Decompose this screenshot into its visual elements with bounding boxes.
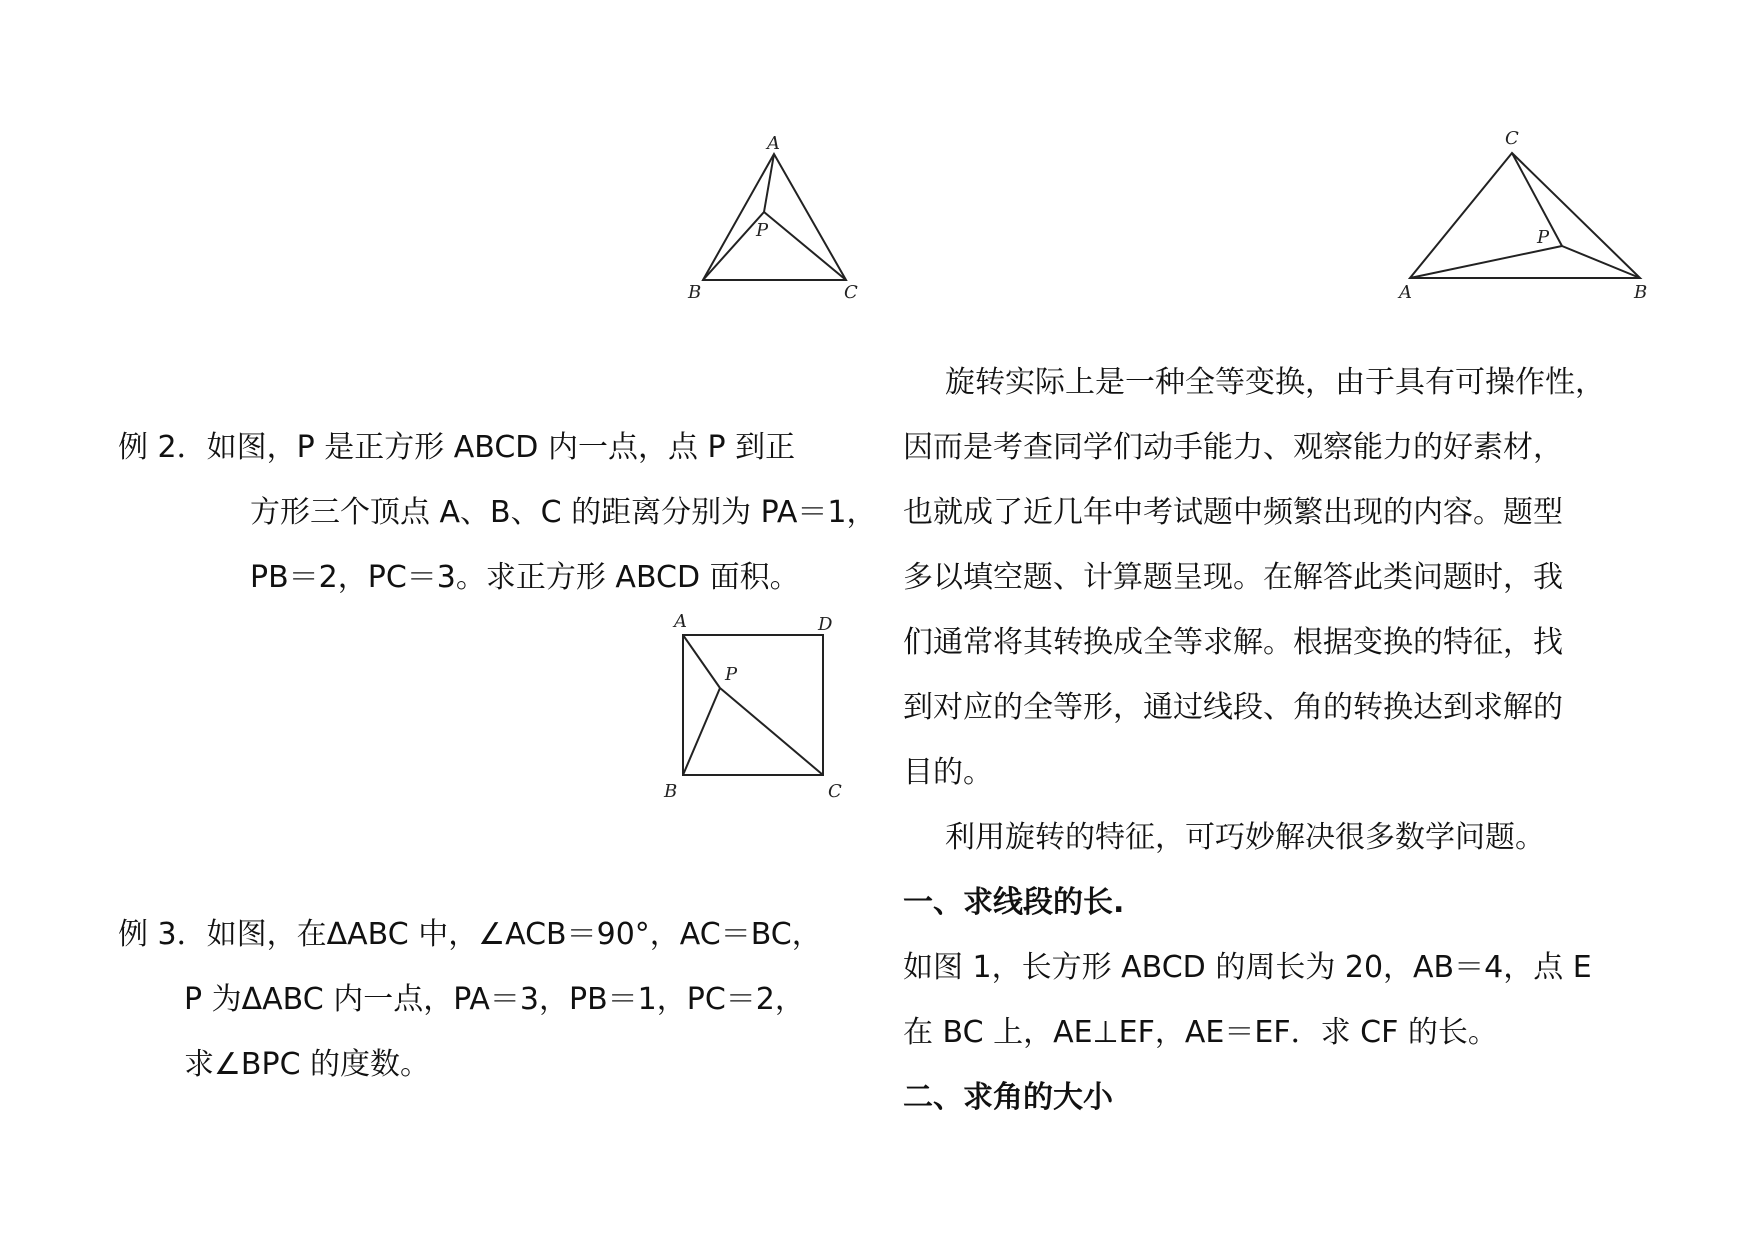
label-c: C — [1505, 128, 1519, 149]
label-c: C — [844, 282, 858, 303]
segment-pb — [703, 212, 764, 280]
section-heading-2: 二、求角的大小 — [903, 1080, 1113, 1115]
label-a: A — [674, 611, 687, 632]
example-2-line-3: PB＝2，PC＝3。求正方形 ABCD 面积。 — [250, 560, 800, 595]
figure-triangle-abc-p — [680, 130, 880, 305]
label-a: A — [1399, 282, 1412, 303]
problem-1-line-1: 如图 1，长方形 ABCD 的周长为 20，AB＝4，点 E — [903, 950, 1592, 985]
label-a: A — [767, 133, 780, 154]
intro-line-5: 们通常将其转换成全等求解。根据变换的特征，找 — [903, 625, 1563, 660]
label-b: B — [1634, 282, 1648, 303]
intro-line-6: 到对应的全等形，通过线段、角的转换达到求解的 — [903, 690, 1563, 725]
label-p: P — [1537, 227, 1550, 248]
label-b: B — [664, 781, 678, 802]
example-3-line-2: P 为ΔABC 内一点，PA＝3，PB＝1，PC＝2， — [184, 982, 805, 1017]
segment-pc — [764, 212, 846, 280]
example-3-line-1: 例 3．如图，在ΔABC 中，∠ACB＝90°，AC＝BC， — [118, 917, 822, 952]
problem-1-line-2: 在 BC 上，AE⊥EF，AE＝EF．求 CF 的长。 — [903, 1015, 1498, 1050]
label-d: D — [818, 614, 833, 635]
example-2-line-2: 方形三个顶点 A、B、C 的距离分别为 PA＝1， — [250, 495, 877, 530]
intro-line-2: 因而是考查同学们动手能力、观察能力的好素材， — [903, 430, 1563, 465]
example-2-line-1: 例 2．如图，P 是正方形 ABCD 内一点，点 P 到正 — [118, 430, 796, 465]
intro-line-7: 目的。 — [903, 755, 993, 790]
example-2 — [118, 415, 944, 610]
example-3 — [118, 902, 878, 1097]
label-b: B — [688, 282, 702, 303]
figure-right-triangle-p — [1385, 128, 1665, 303]
segment-pb — [683, 688, 720, 775]
intro-line-3: 也就成了近几年中考试题中频繁出现的内容。题型 — [903, 495, 1563, 530]
intro-line-4: 多以填空题、计算题呈现。在解答此类问题时，我 — [903, 560, 1563, 595]
intro-line-1: 旋转实际上是一种全等变换，由于具有可操作性， — [945, 365, 1605, 400]
section-heading-1: 一、求线段的长. — [903, 885, 1125, 920]
segment-pc — [720, 688, 823, 775]
square-abcd — [683, 635, 823, 775]
triangle-abc — [1410, 153, 1640, 278]
segment-pb — [1562, 246, 1640, 278]
figure-square-abcd-p — [650, 605, 880, 810]
label-c: C — [828, 781, 842, 802]
right-column — [903, 350, 1683, 1130]
example-3-line-3: 求∠BPC 的度数。 — [184, 1047, 431, 1082]
label-p: P — [725, 664, 738, 685]
label-p: P — [756, 220, 769, 241]
segment-pa — [683, 635, 720, 688]
usage-line: 利用旋转的特征，可巧妙解决很多数学问题。 — [945, 820, 1545, 855]
